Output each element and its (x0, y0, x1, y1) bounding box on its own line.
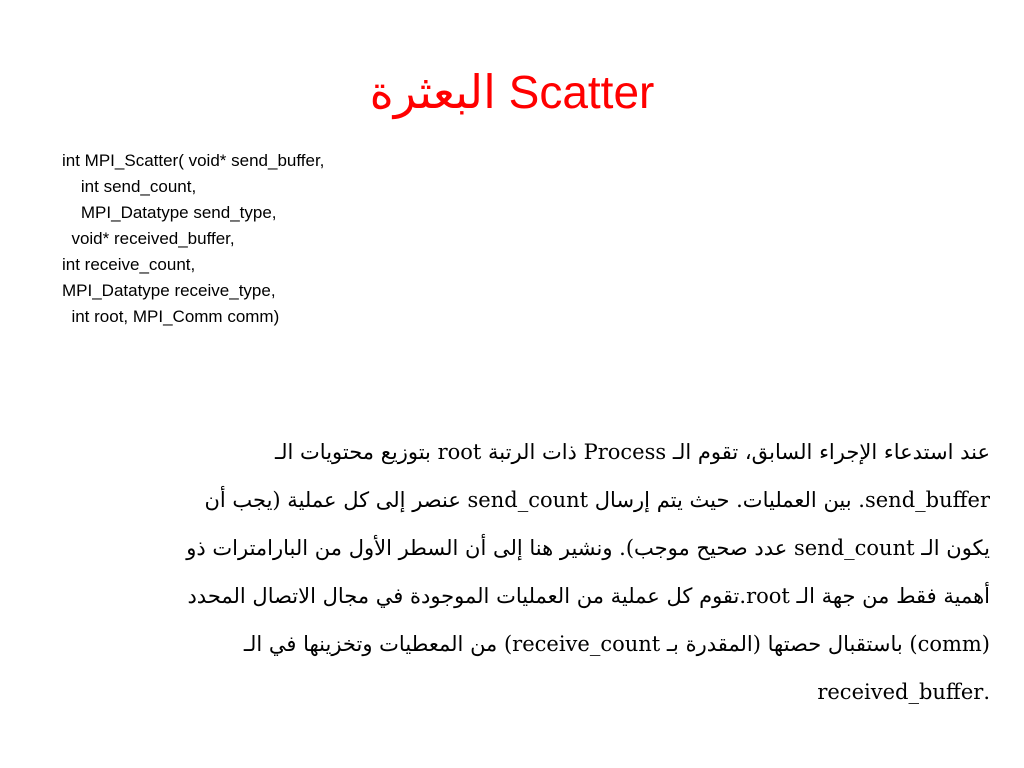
body-line: send_buffer. بين العمليات. حيث يتم إرسال send_count عنصر إلى كل عملية (يجب أن (204, 488, 990, 512)
body-line: يكون الـ send_count عدد صحيح موجب). ونشير هنا إلى أن السطر الأول من البارامترات ذو (186, 536, 990, 560)
body-line: (comm) باستقبال حصتها (المقدرة بـ receive_count) من المعطيات وتخزينها في الـ (243, 632, 990, 656)
code-block (62, 148, 324, 330)
body-line: أهمية فقط من جهة الـ root.تقوم كل عملية من العمليات الموجودة في مجال الاتصال المحدد (187, 584, 990, 608)
body-paragraph (16, 428, 990, 716)
code-line: MPI_Datatype receive_type, (62, 281, 276, 300)
code-line: int send_count, (62, 177, 197, 196)
code-line: int MPI_Scatter( void* send_buffer, (62, 151, 325, 170)
body-line: .received_buffer (817, 680, 990, 704)
code-line: void* received_buffer, (62, 229, 235, 248)
code-line: int receive_count, (62, 255, 196, 274)
code-line: int root, MPI_Comm comm) (62, 307, 280, 326)
body-line: عند استدعاء الإجراء السابق، تقوم الـ Process ذات الرتبة root بتوزيع محتويات الـ (274, 440, 990, 464)
code-line: MPI_Datatype send_type, (62, 203, 277, 222)
slide-title: البعثرة Scatter (369, 66, 655, 118)
